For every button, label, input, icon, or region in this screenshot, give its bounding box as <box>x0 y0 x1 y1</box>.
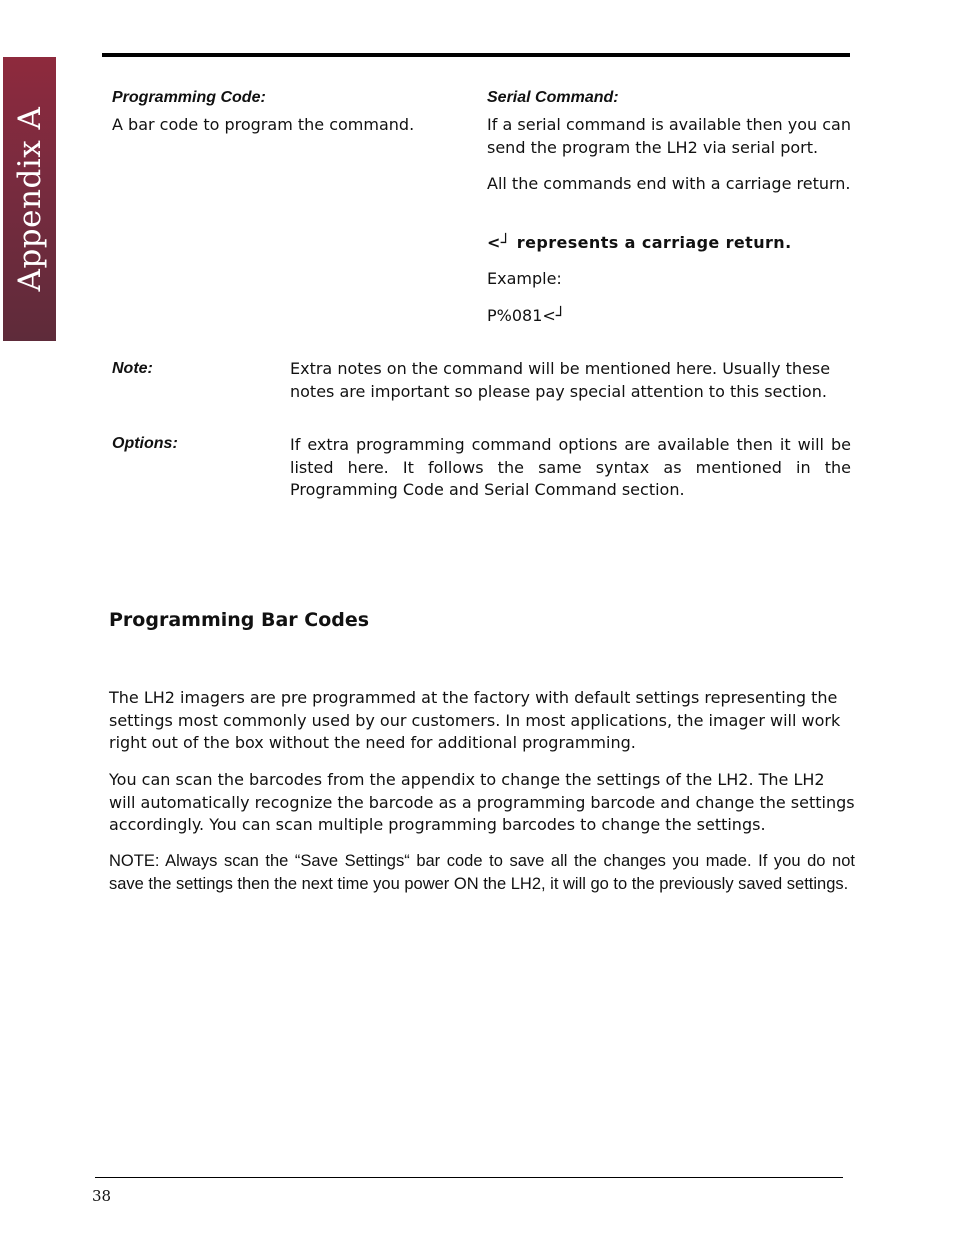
section-paragraph-3: NOTE: Always scan the “Save Settings“ bar code to save all the changes you made. If you do not save the settings then the next time you power ON the LH2, it will go to the previously saved settings. <box>109 852 855 893</box>
example-label: Example: <box>487 269 562 288</box>
programming-code-text: A bar code to program the command. <box>112 115 415 134</box>
section-paragraph-2: You can scan the barcodes from the appendix to change the settings of the LH2. The LH2 will automatically recognize the barcode as a programming barcode and change the settings accordingly. You can scan multiple programming barcodes to change the settings. <box>109 770 855 834</box>
serial-command-text: If a serial command is available then you can send the program the LH2 via serial port. <box>487 115 851 157</box>
page-number: 38 <box>92 1187 112 1205</box>
section-paragraph-1: The LH2 imagers are pre programmed at the factory with default settings representing the settings most commonly used by our customers. In most applications, the imager will work right out of the box without the need for additional programming. <box>109 688 841 752</box>
note-text: Extra notes on the command will be mentioned here. Usually these notes are important so please pay special attention to this section. <box>290 359 831 401</box>
carriage-return-notice: <┘ represents a carriage return. <box>487 233 792 252</box>
options-text: If extra programming command options are available then it will be listed here. It follows the same syntax as mentioned in the Programming Code and Serial Command section. <box>290 435 851 499</box>
example-value: P%081<┘ <box>487 306 566 325</box>
top-rule <box>102 53 850 57</box>
serial-command-label: Serial Command: <box>487 89 619 106</box>
note-label: Note: <box>112 360 153 377</box>
options-label: Options: <box>112 435 178 452</box>
serial-command-note: All the commands end with a carriage return. <box>487 174 851 193</box>
appendix-side-tab <box>3 57 56 341</box>
section-heading: Programming Bar Codes <box>109 609 370 631</box>
programming-code-label: Programming Code: <box>112 89 266 106</box>
appendix-side-tab-label: Appendix A <box>11 106 48 292</box>
bottom-rule <box>95 1177 843 1178</box>
